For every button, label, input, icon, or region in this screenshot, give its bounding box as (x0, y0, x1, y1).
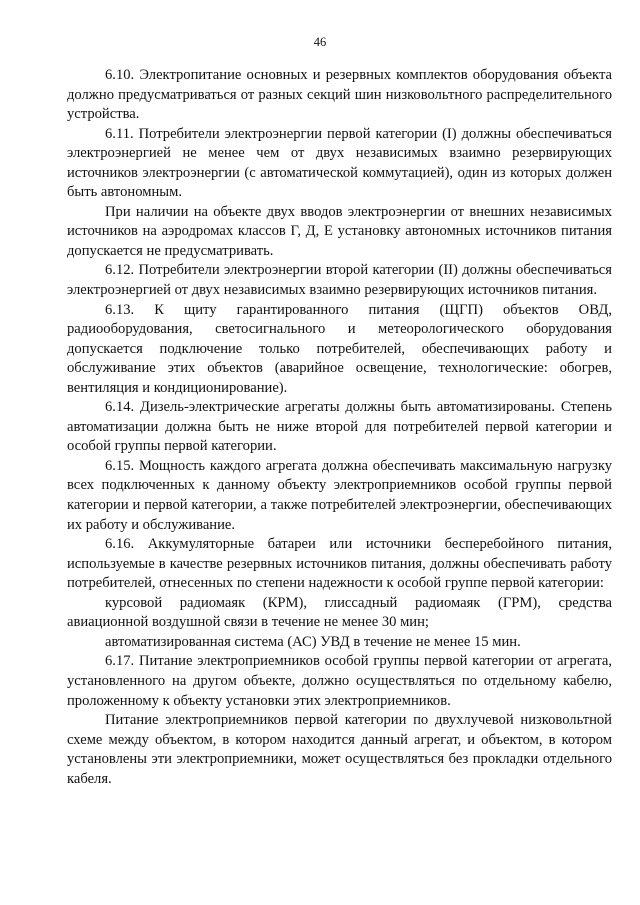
paragraph-6-14: 6.14. Дизель-электрические агрегаты должны быть автоматизированы. Степень автоматизации должна быть не ниже второй для потребителей первой категории и особой группы первой категории. (67, 399, 612, 455)
paragraph-6-11-note: При наличии на объекте двух вводов электроэнергии от внешних независимых источников на аэродромах классов Г, Д, Е установку автономных источников питания допускается не предусматривать. (67, 203, 612, 259)
paragraph-6-12: 6.12. Потребители электроэнергии второй категории (II) должны обеспечиваться электроэнергией от двух независимых взаимно резервирующих источников питания. (67, 262, 612, 299)
paragraph-6-16: 6.16. Аккумуляторные батареи или источники бесперебойного питания, используемые в качестве резервных источников питания, должны обеспечивать работу потребителей, отнесенных по степени надежности к особой группе первой категории: (67, 536, 612, 592)
paragraph-6-10: 6.10. Электропитание основных и резервных комплектов оборудования объекта должно предусматриваться от разных секций шин низковольтного распределительного устройства. (67, 67, 612, 123)
paragraph-6-17: 6.17. Питание электроприемников особой группы первой категории от агрегата, установленного на другом объекте, должно осуществляться по отдельному кабелю, проложенному к объекту установки этих электроприемников. (67, 653, 612, 709)
paragraph-6-15: 6.15. Мощность каждого агрегата должна обеспечивать максимальную нагрузку всех подключенных к данному объекту электроприемников особой группы первой категории и первой категории, а также потребителей электроэнергии, обеспечивающих их работу и обслуживание. (67, 457, 612, 533)
list-item-krm-grm: курсовой радиомаяк (КРМ), глиссадный радиомаяк (ГРМ), средства авиационной воздушной связи в течение не менее 30 мин; (67, 594, 612, 631)
list-item-as-uvd: автоматизированная система (АС) УВД в течение не менее 15 мин. (105, 633, 521, 650)
page-number: 46 (313, 35, 327, 49)
paragraph-6-11: 6.11. Потребители электроэнергии первой категории (I) должны обеспечиваться электроэнергией не менее чем от двух независимых взаимно резервирующих источников электроэнергии (с автоматической коммутацией), один из которых должен быть автономным. (67, 125, 612, 201)
paragraph-6-13: 6.13. К щиту гарантированного питания (ЩГП) объектов ОВД, радиооборудования, светосигнального и метеорологического оборудования допускается подключение только потребителей, обеспечивающих работу и обслуживание этих объектов (аварийное освещение, технологические: обогрев, вентиляция и кондиционирование). (67, 301, 612, 396)
paragraph-6-17-note: Питание электроприемников первой категории по двухлучевой низковольтной схеме между объектом, в котором находится данный агрегат, и объектом, в котором установлены эти электроприемники, может осуществляться без прокладки отдельного кабеля. (67, 712, 612, 787)
document-body (67, 66, 612, 789)
